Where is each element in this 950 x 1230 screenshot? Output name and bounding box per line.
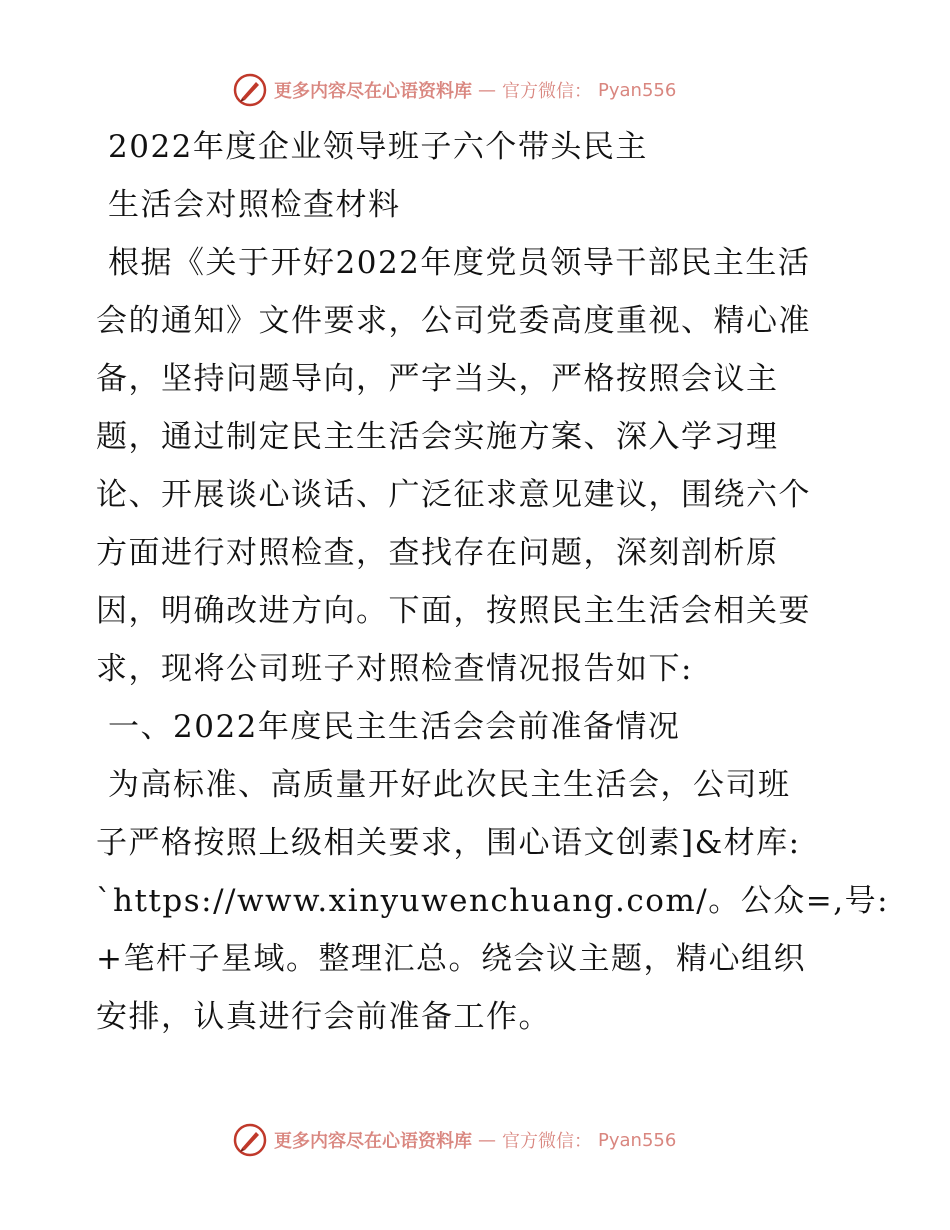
watermark-wechat-label: 官方微信： — [502, 81, 592, 102]
paragraph-line: 方面进行对照检查，查找存在问题，深刻剖析原 — [96, 535, 779, 571]
watermark-separator: — — [478, 1129, 496, 1151]
paragraph-line: 备，坚持问题导向，严字当头，严格按照会议主 — [96, 361, 779, 397]
watermark-wechat-id: Pyan556 — [598, 79, 677, 101]
paragraph-line: +笔杆子星域。整理汇总。绕会议主题，精心组织 — [96, 941, 806, 977]
watermark-text: 更多内容尽在心语资料库 — [274, 81, 472, 102]
paragraph-line: 为高标准、高质量开好此次民主生活会，公司班 — [108, 767, 791, 803]
paragraph-line: `https://www.xinyuwenchuang.com/。公众=,号: — [96, 883, 890, 919]
document-title-line-1: 2022年度企业领导班子六个带头民主 — [108, 129, 648, 165]
watermark-text: 更多内容尽在心语资料库 — [274, 1131, 472, 1152]
paragraph-1 — [96, 234, 856, 698]
paragraph-2 — [96, 756, 890, 1046]
paragraph-line: 子严格按照上级相关要求，围心语文创素]&材库: — [96, 825, 801, 861]
watermark-separator: — — [478, 79, 496, 101]
quill-logo-icon — [232, 72, 268, 108]
paragraph-line: 根据《关于开好2022年度党员领导干部民主生活 — [108, 245, 811, 281]
section-heading-1: 一、2022年度民主生活会会前准备情况 — [108, 709, 681, 745]
watermark-wechat-label: 官方微信： — [502, 1131, 592, 1152]
watermark-bottom — [232, 1120, 676, 1160]
paragraph-line: 题，通过制定民主生活会实施方案、深入学习理 — [96, 419, 779, 455]
paragraph-line: 会的通知》文件要求，公司党委高度重视、精心准 — [96, 303, 811, 339]
paragraph-line: 因，明确改进方向。下面，按照民主生活会相关要 — [96, 593, 811, 629]
watermark-wechat-id: Pyan556 — [598, 1129, 677, 1151]
paragraph-line: 安排，认真进行会前准备工作。 — [96, 999, 551, 1035]
document-title-line-2: 生活会对照检查材料 — [108, 187, 401, 223]
watermark-top — [232, 70, 676, 110]
paragraph-line: 求，现将公司班子对照检查情况报告如下: — [96, 651, 693, 687]
paragraph-line: 论、开展谈心谈话、广泛征求意见建议，围绕六个 — [96, 477, 811, 513]
document-body — [96, 118, 890, 1046]
quill-logo-icon — [232, 1122, 268, 1158]
